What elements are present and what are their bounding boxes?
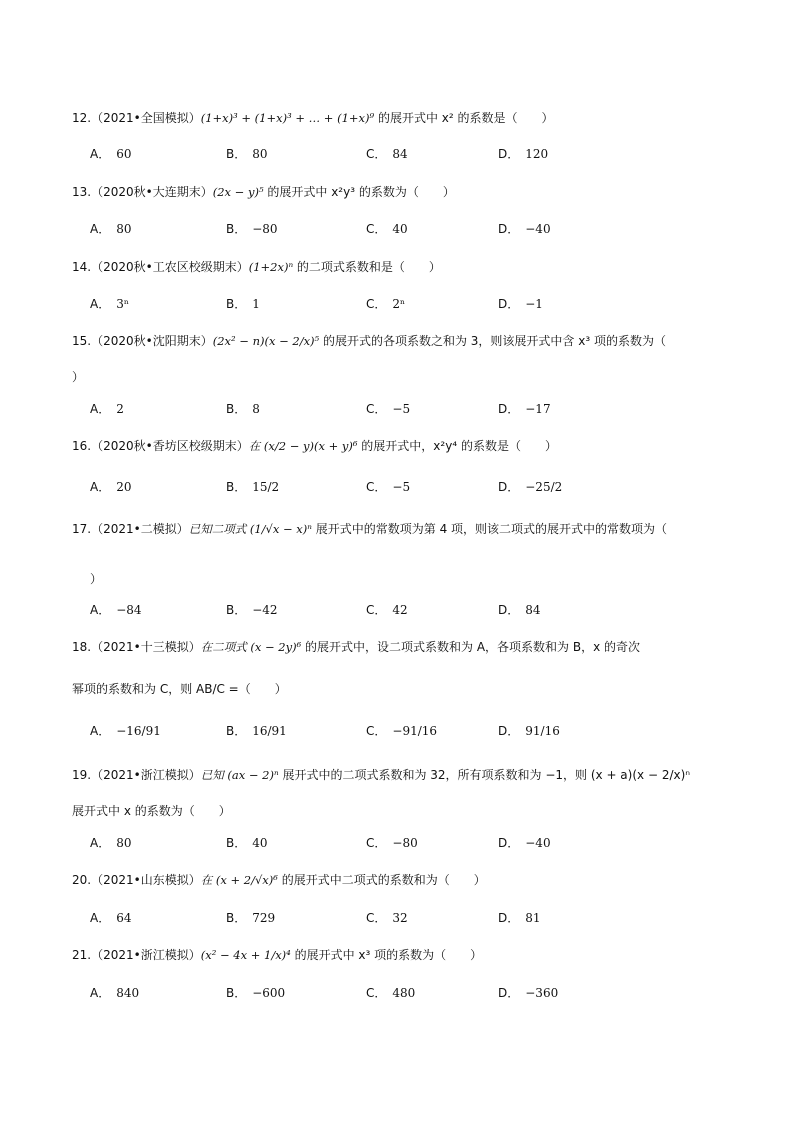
option-label: C．: [366, 147, 387, 161]
question-source: （2021•山东模拟）: [91, 873, 201, 887]
option-label: B．: [226, 724, 247, 738]
option-label: D．: [498, 603, 520, 617]
question-20: [72, 871, 734, 889]
option-value: 60: [116, 147, 132, 161]
question-text: 展开式中的二项式系数和为 32，所有项系数和为 −1，则 (x + a)(x − 2/x)ⁿ: [278, 768, 691, 782]
option-value: 84: [525, 603, 541, 617]
question-text: 的展开式中，x²y⁴ 的系数是（ ）: [357, 439, 557, 453]
question-number: 19.: [72, 768, 92, 782]
options-14: [90, 295, 730, 313]
options-19: [90, 834, 730, 852]
option-label: A．: [90, 724, 111, 738]
options-12: [90, 145, 730, 163]
option-label: B．: [226, 836, 247, 850]
option-value: −600: [252, 986, 286, 1000]
option-d[interactable]: [498, 601, 541, 619]
question-21: [72, 946, 734, 964]
option-label: A．: [90, 402, 111, 416]
option-label: A．: [90, 147, 111, 161]
option-label: B．: [226, 911, 247, 925]
option-value: −84: [116, 603, 142, 617]
option-c[interactable]: [366, 834, 418, 852]
option-d[interactable]: [498, 834, 551, 852]
option-d[interactable]: [498, 145, 548, 163]
option-value: 2ⁿ: [392, 297, 406, 311]
option-c[interactable]: [366, 601, 408, 619]
question-14: [72, 258, 734, 276]
question-number: 15.: [72, 334, 92, 348]
question-formula: (2x − y)⁵: [212, 185, 264, 199]
option-value: 2: [116, 402, 124, 416]
option-label: A．: [90, 480, 111, 494]
option-b[interactable]: [226, 295, 260, 313]
option-value: 20: [116, 480, 132, 494]
option-value: −40: [525, 222, 551, 236]
option-d[interactable]: [498, 722, 560, 740]
option-label: C．: [366, 222, 387, 236]
options-13: [90, 220, 730, 238]
option-label: C．: [366, 480, 387, 494]
option-b[interactable]: [226, 400, 260, 418]
question-source: （2020秋•大连期末）: [91, 185, 213, 199]
option-value: −360: [525, 986, 559, 1000]
question-text: 的展开式中，设二项式系数和为 A，各项系数和为 B，x 的奇次: [301, 640, 641, 654]
option-value: −1: [525, 297, 543, 311]
question-source: （2021•二模拟）: [91, 522, 189, 536]
question-formula: 在二项式 (x − 2y)⁶: [200, 640, 302, 654]
option-a[interactable]: [90, 400, 124, 418]
question-continuation: 幂项的系数和为 C，则 AB/C =（ ）: [72, 682, 287, 696]
options-15: [90, 400, 730, 418]
option-c[interactable]: [366, 220, 408, 238]
question-number: 16.: [72, 439, 92, 453]
option-value: −16/91: [116, 724, 161, 738]
question-text: 的展开式中 x² 的系数是（ ）: [374, 111, 554, 125]
option-value: 120: [525, 147, 549, 161]
option-c[interactable]: [366, 478, 410, 496]
option-d[interactable]: [498, 478, 562, 496]
option-a[interactable]: [90, 295, 129, 313]
question-number: 21.: [72, 948, 92, 962]
option-a[interactable]: [90, 220, 132, 238]
option-label: C．: [366, 402, 387, 416]
question-18: [72, 638, 734, 656]
option-b[interactable]: [226, 984, 285, 1002]
option-value: −5: [392, 402, 411, 416]
option-value: −5: [392, 480, 411, 494]
option-label: C．: [366, 836, 387, 850]
option-label: A．: [90, 911, 111, 925]
option-a[interactable]: [90, 601, 142, 619]
question-formula: (1+x)³ + (1+x)³ + … + (1+x)⁹: [200, 111, 375, 125]
option-value: 81: [525, 911, 541, 925]
option-label: C．: [366, 297, 387, 311]
option-b[interactable]: [226, 722, 287, 740]
option-b[interactable]: [226, 145, 268, 163]
option-value: 8: [252, 402, 260, 416]
question-source: （2021•十三模拟）: [91, 640, 201, 654]
options-20: [90, 909, 730, 927]
option-label: D．: [498, 836, 520, 850]
question-source: （2020秋•香坊区校级期末）: [91, 439, 249, 453]
option-b[interactable]: [226, 834, 268, 852]
option-label: D．: [498, 222, 520, 236]
question-number: 17.: [72, 522, 92, 536]
option-label: D．: [498, 402, 520, 416]
option-label: D．: [498, 480, 520, 494]
option-value: 16/91: [252, 724, 287, 738]
option-label: B．: [226, 986, 247, 1000]
option-label: C．: [366, 986, 387, 1000]
option-b[interactable]: [226, 220, 278, 238]
option-value: 40: [252, 836, 268, 850]
option-value: 80: [116, 222, 132, 236]
question-19: [72, 766, 734, 784]
question-text: 的展开式的各项系数之和为 3，则该展开式中含 x³ 项的系数为（: [319, 334, 666, 348]
question-continuation: ）: [72, 370, 85, 384]
question-formula: (x² − 4x + 1/x)⁴: [200, 948, 291, 962]
question-continuation: 展开式中 x 的系数为（ ）: [72, 804, 231, 818]
option-label: B．: [226, 297, 247, 311]
options-21: [90, 984, 730, 1002]
question-formula: 在 (x + 2/√x)⁶: [200, 873, 278, 887]
option-label: B．: [226, 480, 247, 494]
question-text: 的展开式中 x²y³ 的系数为（ ）: [263, 185, 455, 199]
option-label: C．: [366, 911, 387, 925]
question-12: [72, 109, 734, 127]
option-a[interactable]: [90, 834, 132, 852]
option-d[interactable]: [498, 909, 541, 927]
question-continuation: ）: [90, 572, 103, 586]
question-formula: 已知 (ax − 2)ⁿ: [200, 768, 279, 782]
option-label: A．: [90, 986, 111, 1000]
question-source: （2020秋•沈阳期末）: [91, 334, 213, 348]
option-value: 32: [392, 911, 408, 925]
option-label: A．: [90, 222, 111, 236]
question-source: （2021•全国模拟）: [91, 111, 201, 125]
question-number: 12.: [72, 111, 92, 125]
question-text: 的展开式中二项式的系数和为（ ）: [277, 873, 486, 887]
option-label: B．: [226, 402, 247, 416]
option-value: −91/16: [392, 724, 438, 738]
option-label: D．: [498, 911, 520, 925]
options-18: [90, 722, 730, 740]
option-label: B．: [226, 222, 247, 236]
question-formula: (1+2x)ⁿ: [248, 260, 294, 274]
option-value: 840: [116, 986, 140, 1000]
option-d[interactable]: [498, 220, 551, 238]
question-16: [72, 437, 734, 455]
options-17: [90, 601, 730, 619]
option-value: −80: [392, 836, 418, 850]
option-b[interactable]: [226, 909, 275, 927]
option-value: 84: [392, 147, 408, 161]
option-value: −40: [525, 836, 551, 850]
option-value: −80: [252, 222, 278, 236]
question-text: 的二项式系数和是（ ）: [293, 260, 441, 274]
option-value: 480: [392, 986, 416, 1000]
option-value: 80: [116, 836, 132, 850]
option-d[interactable]: [498, 984, 558, 1002]
option-b[interactable]: [226, 478, 279, 496]
option-value: 80: [252, 147, 268, 161]
option-label: C．: [366, 603, 387, 617]
question-formula: 在 (x/2 − y)(x + y)⁶: [248, 439, 358, 453]
question-number: 14.: [72, 260, 92, 274]
option-value: −42: [252, 603, 278, 617]
option-label: A．: [90, 603, 111, 617]
option-a[interactable]: [90, 984, 139, 1002]
question-number: 13.: [72, 185, 92, 199]
option-a[interactable]: [90, 478, 132, 496]
option-d[interactable]: [498, 295, 543, 313]
option-value: 42: [392, 603, 408, 617]
option-a[interactable]: [90, 722, 161, 740]
option-value: −25/2: [525, 480, 563, 494]
option-c[interactable]: [366, 722, 437, 740]
question-source: （2020秋•工农区校级期末）: [91, 260, 249, 274]
option-value: 64: [116, 911, 132, 925]
option-label: D．: [498, 147, 520, 161]
question-text: 展开式中的常数项为第 4 项，则该二项式的展开式中的常数项为（: [311, 522, 668, 536]
option-c[interactable]: [366, 295, 405, 313]
option-value: 1: [252, 297, 260, 311]
option-label: A．: [90, 297, 111, 311]
option-c[interactable]: [366, 400, 410, 418]
question-formula: 已知二项式 (1/√x − x)ⁿ: [188, 522, 312, 536]
option-a[interactable]: [90, 145, 132, 163]
option-b[interactable]: [226, 601, 278, 619]
question-17: [72, 520, 734, 538]
question-number: 18.: [72, 640, 92, 654]
option-value: 3ⁿ: [116, 297, 130, 311]
option-label: C．: [366, 724, 387, 738]
option-a[interactable]: [90, 909, 132, 927]
option-label: B．: [226, 147, 247, 161]
option-value: −17: [525, 402, 551, 416]
option-d[interactable]: [498, 400, 551, 418]
option-value: 729: [252, 911, 276, 925]
option-label: D．: [498, 724, 520, 738]
question-text: 的展开式中 x³ 项的系数为（ ）: [290, 948, 483, 962]
question-number: 20.: [72, 873, 92, 887]
option-label: D．: [498, 986, 520, 1000]
option-label: B．: [226, 603, 247, 617]
option-label: A．: [90, 836, 111, 850]
question-source: （2021•浙江模拟）: [91, 948, 201, 962]
option-c[interactable]: [366, 909, 408, 927]
question-source: （2021•浙江模拟）: [91, 768, 201, 782]
option-c[interactable]: [366, 145, 408, 163]
question-formula: (2x² − n)(x − 2/x)⁵: [212, 334, 320, 348]
option-value: 91/16: [525, 724, 560, 738]
options-16: [90, 478, 730, 496]
option-value: 15/2: [252, 480, 280, 494]
option-value: 40: [392, 222, 408, 236]
option-c[interactable]: [366, 984, 415, 1002]
question-13: [72, 183, 734, 201]
question-15: [72, 332, 734, 350]
option-label: D．: [498, 297, 520, 311]
